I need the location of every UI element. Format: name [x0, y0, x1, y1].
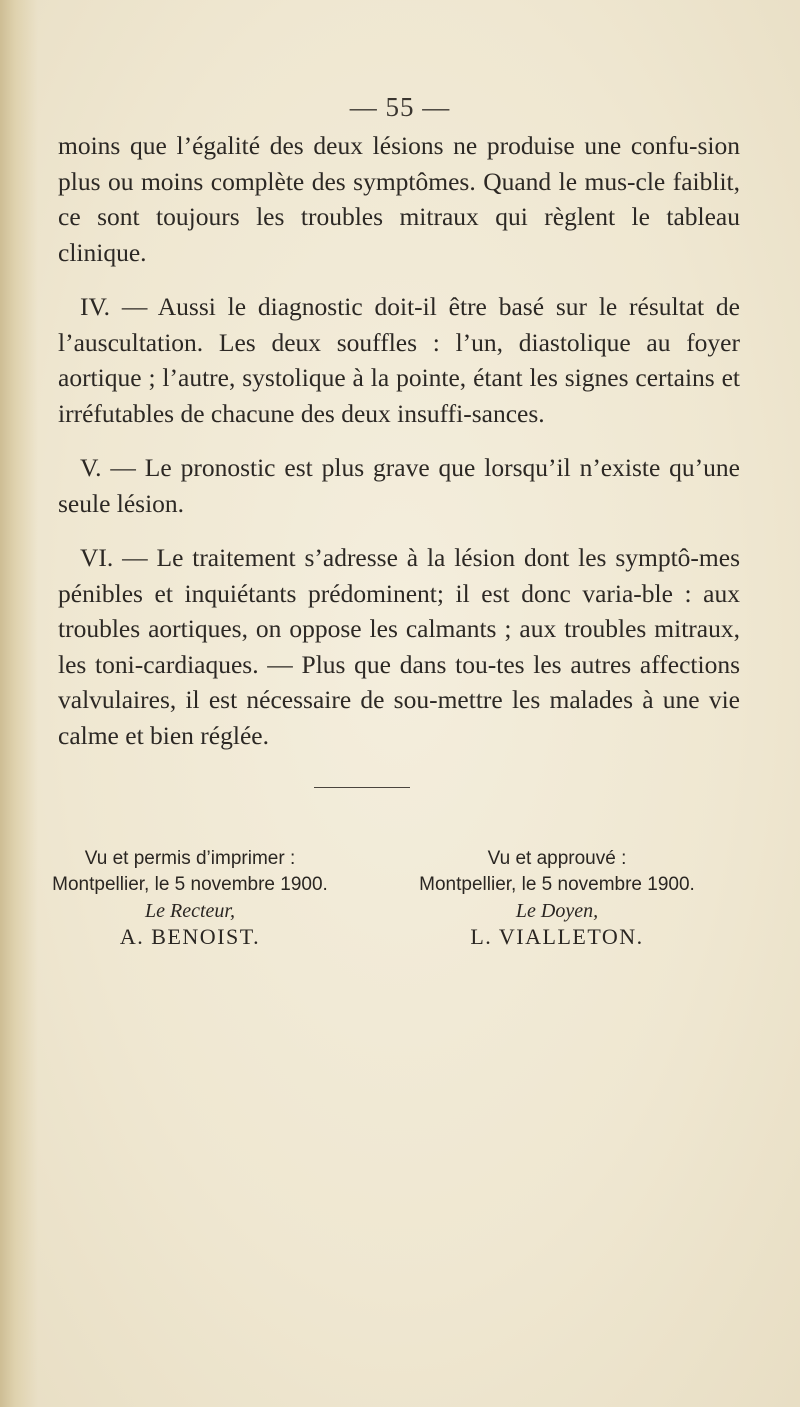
signature-doyen: [392, 846, 722, 950]
paragraph-v: V. — Le pronostic est plus grave que lorsqu’il n’existe qu’une seule lésion.: [58, 453, 740, 518]
page-number: — 55 —: [349, 92, 451, 122]
signature-doyen-role: Le Doyen,: [515, 900, 599, 922]
signature-recteur-role: Le Recteur,: [145, 900, 235, 922]
signature-recteur-place-date: Montpellier, le 5 novembre 1900.: [52, 874, 328, 895]
page-edge-shadow: [0, 0, 38, 1407]
signature-recteur-name: A. BENOIST.: [119, 924, 261, 949]
signature-doyen-name: L. VIALLETON.: [470, 924, 644, 949]
paragraph-vi: VI. — Le traitement s’adresse à la lésion dont les symptô-mes pénibles et inquiétants prédominent; il est donc varia-ble : aux troubles aortiques, on oppose les calmants ; aux troubles mitraux, les toni-cardiaques. — Plus que dans tou-tes les autres affections valvulaires, il est nécessaire de sou-mettre les malades à une vie calme et bien réglée.: [58, 543, 740, 750]
signature-doyen-place-date: Montpellier, le 5 novembre 1900.: [419, 874, 695, 895]
signature-recteur: [50, 846, 330, 950]
paragraph-continuation: moins que l’égalité des deux lésions ne produise une confu-sion plus ou moins complète des symptômes. Quand le mus-cle faiblit, ce sont toujours les troubles mitraux qui règlent le tableau clinique.: [58, 131, 740, 267]
separator-rule: [314, 787, 410, 788]
signature-doyen-approval: Vu et approuvé :: [487, 848, 627, 869]
body-text: [58, 128, 740, 772]
paragraph-iv: IV. — Aussi le diagnostic doit-il être basé sur le résultat de l’auscultation. Les deux souffles : l’un, diastolique au foyer aortique ; l’autre, systolique à la pointe, étant les signes certains et irréfutables de chacune des deux insuffi-sances.: [58, 292, 740, 428]
signature-recteur-permission: Vu et permis d’imprimer :: [84, 848, 296, 869]
